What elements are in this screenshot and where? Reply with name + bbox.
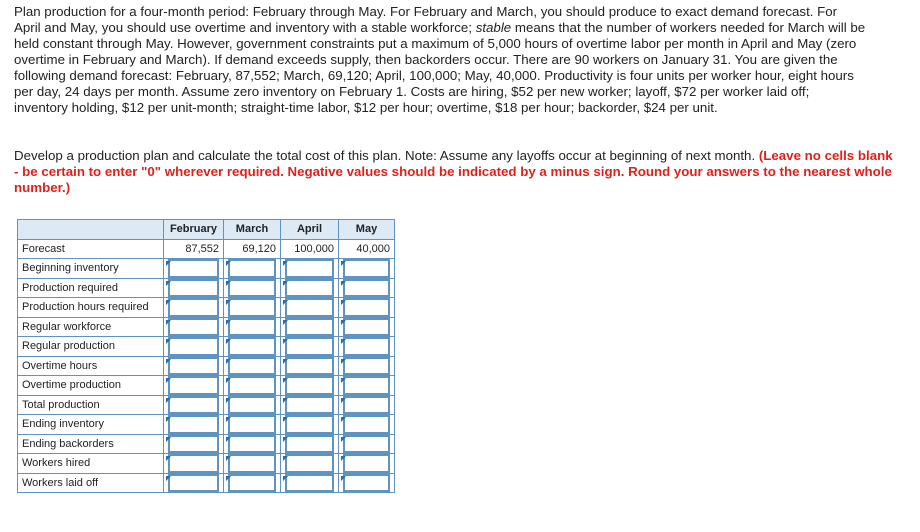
answer-cell [224,337,281,357]
row-label-ending-backorders: Ending backorders [18,434,164,454]
input-marker-icon [283,456,288,461]
input-production-required-march[interactable] [228,279,276,298]
input-marker-icon [283,261,288,266]
input-marker-icon [341,300,346,305]
input-marker-icon [341,456,346,461]
input-marker-icon [341,359,346,364]
input-ending-inventory-march[interactable] [228,415,276,434]
forecast-row [18,239,395,259]
answer-cell [281,356,339,376]
answer-cell [339,395,395,415]
input-marker-icon [226,261,231,266]
table-row [18,356,395,376]
problem-text-part-1: Plan production for a four-month period: February through May. For February and March, you should produce to exact demand forecast. For April and May, you should use overtime and inventory with a stable workforce; [14,4,838,35]
forecast-april: 100,000 [281,239,339,259]
answer-cell [339,337,395,357]
forecast-may: 40,000 [339,239,395,259]
corner-cell [18,220,164,240]
input-marker-icon [166,300,171,305]
row-label-ending-inventory: Ending inventory [18,415,164,435]
input-overtime-hours-april[interactable] [285,357,334,376]
instructions-red-note: (Leave no cells blank - be certain to enter "0" wherever required. Negative values should be indicated by a minus sign. Round your answers to the nearest whole number.) [14,148,893,195]
input-workers-hired-may[interactable] [343,454,390,473]
row-label-regular-workforce: Regular workforce [18,317,164,337]
input-marker-icon [166,398,171,403]
input-marker-icon [166,320,171,325]
row-label-forecast: Forecast [18,239,164,259]
col-header-may: May [339,220,395,240]
input-workers-laid-off-april[interactable] [285,474,334,493]
input-marker-icon [283,281,288,286]
input-total-production-april[interactable] [285,396,334,415]
answer-cell [281,454,339,474]
input-marker-icon [166,281,171,286]
answer-cell [281,473,339,493]
input-regular-production-march[interactable] [228,337,276,356]
input-marker-icon [226,476,231,481]
answer-cell [224,454,281,474]
answer-cell [339,376,395,396]
answer-cell [164,259,224,279]
row-label-production-required: Production required [18,278,164,298]
answer-cell [281,278,339,298]
input-marker-icon [341,378,346,383]
input-beginning-inventory-february[interactable] [168,259,219,278]
problem-statement [14,4,866,116]
input-marker-icon [226,417,231,422]
answer-cell [164,376,224,396]
answer-cell [164,278,224,298]
answer-cell [224,356,281,376]
input-marker-icon [166,339,171,344]
answer-cell [164,337,224,357]
row-label-production-hours-required: Production hours required [18,298,164,318]
answer-cell [224,376,281,396]
input-production-required-february[interactable] [168,279,219,298]
input-ending-inventory-february[interactable] [168,415,219,434]
input-ending-backorders-february[interactable] [168,435,219,454]
input-marker-icon [166,417,171,422]
input-overtime-hours-february[interactable] [168,357,219,376]
table-row [18,434,395,454]
input-marker-icon [226,339,231,344]
input-ending-backorders-april[interactable] [285,435,334,454]
problem-italic-term: stable [475,20,512,35]
answer-cell [164,395,224,415]
input-workers-laid-off-march[interactable] [228,474,276,493]
input-overtime-production-may[interactable] [343,376,390,395]
col-header-march: March [224,220,281,240]
answer-cell [339,298,395,318]
input-marker-icon [166,359,171,364]
col-header-april: April [281,220,339,240]
input-regular-production-may[interactable] [343,337,390,356]
input-marker-icon [283,359,288,364]
input-total-production-march[interactable] [228,396,276,415]
input-marker-icon [226,281,231,286]
table-row [18,337,395,357]
input-overtime-production-april[interactable] [285,376,334,395]
answer-cell [339,259,395,279]
input-marker-icon [283,398,288,403]
input-marker-icon [166,456,171,461]
answer-cell [224,473,281,493]
input-marker-icon [226,378,231,383]
input-marker-icon [283,417,288,422]
input-total-production-february[interactable] [168,396,219,415]
answer-cell [224,395,281,415]
input-beginning-inventory-may[interactable] [343,259,390,278]
input-overtime-hours-may[interactable] [343,357,390,376]
input-ending-backorders-march[interactable] [228,435,276,454]
input-overtime-hours-march[interactable] [228,357,276,376]
input-production-hours-required-may[interactable] [343,298,390,317]
input-marker-icon [341,476,346,481]
table-row [18,473,395,493]
input-marker-icon [166,476,171,481]
input-regular-workforce-february[interactable] [168,318,219,337]
problem-text-part-2: means that the number of workers needed for March will be held constant through May. However, government constraints put a maximum of 5,000 hours of overtime labor per month in April and May (zero overtime in February and March). If demand exceeds supply, then backorders occur. There are 90 workers on January 31. You are given the following demand forecast: February, 87,552; March, 69,120; April, 100,000; May, 40,000. Productivity is four units per worker hour, eight hours per day, 24 days per month. Assume zero inventory on February 1. Costs are hiring, $52 per new worker; layoff, $72 per worker laid off; inventory holding, $12 per unit-month; straight-time labor, $12 per hour; overtime, $18 per hour; backorder, $24 per unit. [14,20,866,115]
input-marker-icon [226,320,231,325]
input-marker-icon [226,437,231,442]
input-marker-icon [341,398,346,403]
answer-cell [281,415,339,435]
input-regular-workforce-march[interactable] [228,318,276,337]
input-regular-production-february[interactable] [168,337,219,356]
input-production-hours-required-february[interactable] [168,298,219,317]
production-plan-table [17,219,395,493]
input-marker-icon [341,417,346,422]
row-label-regular-production: Regular production [18,337,164,357]
input-marker-icon [341,261,346,266]
input-production-hours-required-april[interactable] [285,298,334,317]
answer-cell [281,434,339,454]
answer-cell [281,337,339,357]
table-row [18,376,395,396]
input-marker-icon [226,300,231,305]
input-overtime-production-february[interactable] [168,376,219,395]
input-production-hours-required-march[interactable] [228,298,276,317]
answer-cell [281,259,339,279]
answer-cell [164,415,224,435]
input-marker-icon [283,437,288,442]
answer-cell [339,434,395,454]
answer-cell [164,317,224,337]
forecast-february: 87,552 [164,239,224,259]
answer-cell [281,298,339,318]
input-ending-backorders-may[interactable] [343,435,390,454]
answer-cell [224,298,281,318]
input-production-required-may[interactable] [343,279,390,298]
instructions [14,148,894,196]
input-overtime-production-march[interactable] [228,376,276,395]
input-beginning-inventory-march[interactable] [228,259,276,278]
answer-cell [281,395,339,415]
input-marker-icon [283,320,288,325]
input-marker-icon [341,320,346,325]
answer-cell [164,298,224,318]
answer-cell [281,317,339,337]
col-header-february: February [164,220,224,240]
input-total-production-may[interactable] [343,396,390,415]
input-ending-inventory-april[interactable] [285,415,334,434]
input-marker-icon [283,378,288,383]
answer-cell [339,415,395,435]
answer-cell [224,317,281,337]
forecast-march: 69,120 [224,239,281,259]
table-row [18,395,395,415]
table-row [18,415,395,435]
answer-cell [224,259,281,279]
input-marker-icon [341,437,346,442]
answer-cell [339,356,395,376]
answer-cell [224,278,281,298]
input-marker-icon [283,339,288,344]
input-regular-production-april[interactable] [285,337,334,356]
answer-cell [339,317,395,337]
row-label-overtime-hours: Overtime hours [18,356,164,376]
row-label-overtime-production: Overtime production [18,376,164,396]
answer-cell [339,473,395,493]
input-marker-icon [166,378,171,383]
header-row [18,220,395,240]
input-regular-workforce-may[interactable] [343,318,390,337]
answer-cell [224,434,281,454]
input-marker-icon [341,281,346,286]
input-beginning-inventory-april[interactable] [285,259,334,278]
input-marker-icon [283,476,288,481]
instructions-text: Develop a production plan and calculate the total cost of this plan. Note: Assume any layoffs occur at beginning of next month. [14,148,759,163]
row-label-workers-hired: Workers hired [18,454,164,474]
input-workers-hired-february[interactable] [168,454,219,473]
input-marker-icon [166,261,171,266]
answer-cell [164,434,224,454]
answer-cell [224,415,281,435]
answer-cell [164,473,224,493]
row-label-total-production: Total production [18,395,164,415]
input-marker-icon [341,339,346,344]
input-workers-laid-off-may[interactable] [343,474,390,493]
table-row [18,259,395,279]
input-marker-icon [226,398,231,403]
row-label-workers-laid-off: Workers laid off [18,473,164,493]
input-ending-inventory-may[interactable] [343,415,390,434]
row-label-beginning-inventory: Beginning inventory [18,259,164,279]
input-workers-laid-off-february[interactable] [168,474,219,493]
input-marker-icon [283,300,288,305]
input-marker-icon [226,456,231,461]
input-workers-hired-april[interactable] [285,454,334,473]
answer-cell [339,454,395,474]
input-production-required-april[interactable] [285,279,334,298]
answer-cell [281,376,339,396]
input-workers-hired-march[interactable] [228,454,276,473]
answer-cell [164,454,224,474]
answer-cell [339,278,395,298]
input-marker-icon [166,437,171,442]
input-marker-icon [226,359,231,364]
table-row [18,454,395,474]
table-row [18,298,395,318]
answer-cell [164,356,224,376]
table-row [18,317,395,337]
table-row [18,278,395,298]
input-regular-workforce-april[interactable] [285,318,334,337]
